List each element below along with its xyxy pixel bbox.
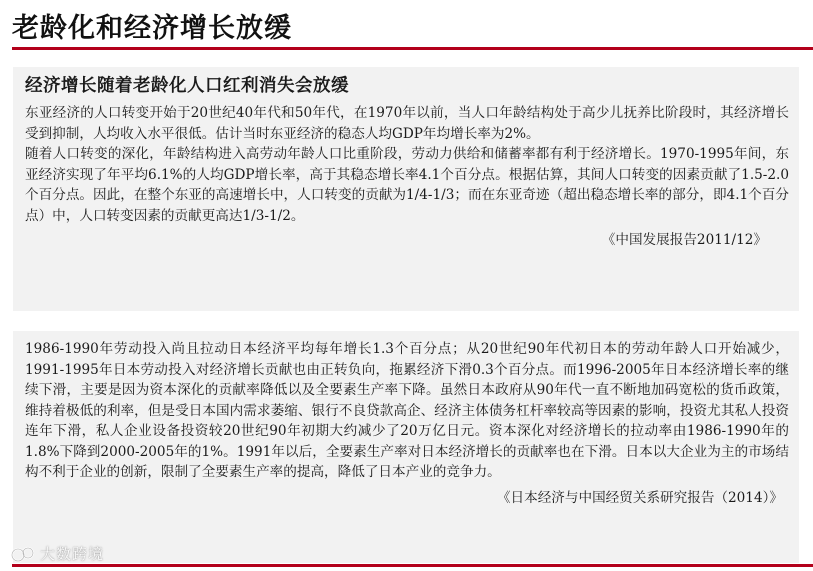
box-subtitle: 经济增长随着老龄化人口红利消失会放缓 — [25, 76, 349, 96]
text-box-japan-economy — [13, 331, 799, 563]
bottom-divider — [12, 564, 813, 567]
paragraph-east-asia-transition: 东亚经济的人口转变开始于20世纪40年代和50年代，在1970年以前，当人口年龄结构处于高少儿抚养比阶段时，其经济增长受到抑制，人均收入水平很低。估计当时东亚经济的稳态人均GDP年均增长率为2%。 — [25, 105, 789, 142]
source-citation: 《日本经济与中国经贸关系研究报告（2014）》 — [496, 489, 783, 506]
logo-icon — [10, 544, 36, 564]
watermark-text: 大数跨境 — [40, 545, 105, 563]
paragraph-demographic-dividend: 随着人口转变的深化，年龄结构进入高劳动年龄人口比重阶段，劳动力供给和储蓄率都有利于经济增长。1970-1995年间，东亚经济实现了年平均6.1%的人均GDP增长率，高于其稳态增长率4.1个百分点。根据估算，其间人口转变的因素贡献了1.5-2.0个百分点。因此，在整个东亚的高速增长中，人口转变的贡献为1/4-1/3；而在东亚奇迹（超出稳态增长率的部分，即4.1个百分点）中，人口转变因素的贡献更高达1/3-1/2。 — [25, 146, 789, 224]
page-title: 老龄化和经济增长放缓 — [12, 13, 292, 44]
paragraph-japan-labor: 1986-1990年劳动投入尚且拉动日本经济平均每年增长1.3个百分点；从20世纪90年代初日本的劳动年龄人口开始减少，1991-1995年日本劳动投入对经济增长贡献也由正转负向，拖累经济下滑0.3个百分点。而1996-2005年日本经济增长率的继续下滑，主要是因为资本深化的贡献率降低以及全要素生产率下降。虽然日本政府从90年代一直不断地加码宽松的货币政策，维持着极低的利率，但是受日本国内需求萎缩、银行不良贷款高企、经济主体债务杠杆率较高等因素的影响，投资尤其私人投资连年下滑，私人企业设备投资较20世纪90年初期大约减少了20万亿日元。资本深化对经济增长的拉动率由1986-1990年的1.8%下降到2000-2005年的1%。1991年以后，全要素生产率对日本经济增长的贡献率也在下滑。日本以大企业为主的市场结构不利于企业的创新，限制了全要素生产率的提高，降低了日本产业的竞争力。 — [25, 341, 789, 480]
watermark — [10, 543, 104, 564]
text-box-aging-growth — [13, 67, 799, 311]
title-divider — [12, 47, 813, 50]
source-citation: 《中国发展报告2011/12》 — [601, 232, 767, 248]
